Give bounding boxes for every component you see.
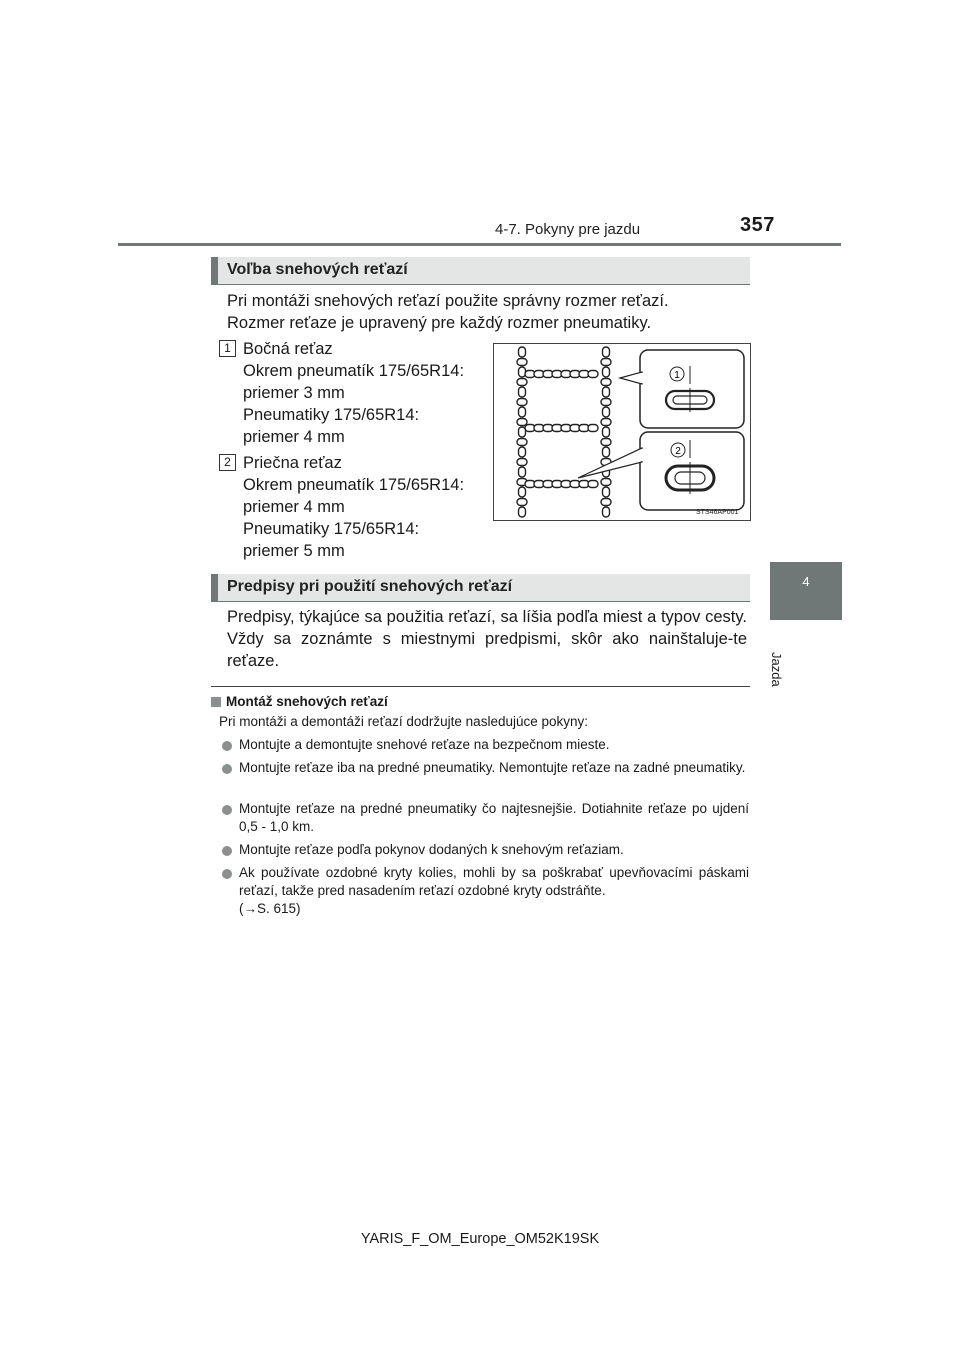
chain-link bbox=[517, 499, 527, 506]
chain-link bbox=[519, 347, 526, 357]
chapter-number: 4 bbox=[802, 574, 810, 589]
figure-callout-2: 2 bbox=[675, 446, 681, 457]
bullet-icon bbox=[222, 764, 232, 774]
section-title: Predpisy pri použití snehových reťazí bbox=[227, 578, 513, 595]
chain-link bbox=[517, 379, 527, 386]
item-name: Bočná reťaz bbox=[243, 340, 333, 358]
chain-link bbox=[588, 425, 598, 432]
chain-link bbox=[519, 367, 526, 377]
chain-link bbox=[601, 359, 611, 366]
page-number: 357 bbox=[740, 214, 775, 236]
section-heading: 4-7. Pokyny pre jazdu bbox=[495, 221, 641, 238]
chain-link bbox=[603, 427, 610, 437]
section-header-chain-selection bbox=[211, 257, 750, 284]
chain-link bbox=[519, 467, 526, 477]
item-line: Pneumatiky 175/65R14: bbox=[243, 406, 420, 424]
item-line: Okrem pneumatík 175/65R14: bbox=[243, 476, 465, 494]
section-header-chain-regulations bbox=[211, 574, 750, 601]
item-name: Priečna reťaz bbox=[243, 454, 342, 472]
chain-link bbox=[517, 359, 527, 366]
chain-link bbox=[519, 447, 526, 457]
chain-link bbox=[517, 399, 527, 406]
snow-chain-figure bbox=[493, 343, 751, 521]
chain-link bbox=[603, 507, 610, 517]
chain-link bbox=[601, 499, 611, 506]
chain-link bbox=[601, 439, 611, 446]
figure-callout-1: 1 bbox=[674, 370, 680, 381]
bullet-icon bbox=[222, 805, 232, 815]
chain-link bbox=[601, 479, 611, 486]
header-divider bbox=[118, 243, 841, 246]
bullet-icon bbox=[222, 846, 232, 856]
figure-code: STS46AP001 bbox=[696, 509, 739, 516]
item-line: priemer 5 mm bbox=[243, 542, 345, 560]
section-header-rule bbox=[211, 284, 750, 285]
note-bullet: Ak používate ozdobné kryty kolies, mohli by sa poškrabať upevňovacími páskami reťazí, takže pred nasadením reťazí ozdobné kryty odstráňte. bbox=[239, 865, 749, 898]
chain-link bbox=[603, 447, 610, 457]
chain-link bbox=[519, 407, 526, 417]
regulations-text: Predpisy, týkajúce sa použitia reťazí, sa líšia podľa miest a typov cesty. Vždy sa zoznámte s miestnymi predpismi, skôr ako nainštaluje-te reťaze. bbox=[227, 608, 747, 670]
chain-link bbox=[603, 387, 610, 397]
item-line: Okrem pneumatík 175/65R14: bbox=[243, 362, 465, 380]
item-badge: 2 bbox=[219, 454, 236, 471]
item-line: Pneumatiky 175/65R14: bbox=[243, 520, 420, 538]
note-intro: Pri montáži a demontáži reťazí dodržujte nasledujúce pokyny: bbox=[219, 714, 589, 729]
chain-link bbox=[517, 419, 527, 426]
document-id: YARIS_F_OM_Europe_OM52K19SK bbox=[360, 1231, 600, 1247]
chain-link bbox=[603, 367, 610, 377]
bullet-icon bbox=[222, 741, 232, 751]
chain-link bbox=[519, 387, 526, 397]
chain-link bbox=[603, 347, 610, 357]
section-header-bar bbox=[211, 257, 218, 284]
note-bullet: Montujte reťaze podľa pokynov dodaných k snehovým reťaziam. bbox=[239, 842, 624, 857]
note-bullet: Montujte reťaze na predné pneumatiky čo najtesnejšie. Dotiahnite reťaze po ujdení 0,5 - 1,0 km. bbox=[239, 801, 749, 834]
chain-link bbox=[603, 407, 610, 417]
note-square-icon bbox=[211, 697, 221, 707]
note-title: Montáž snehových reťazí bbox=[226, 694, 388, 709]
note-bullet: Montujte a demontujte snehové reťaze na bezpečnom mieste. bbox=[239, 737, 610, 752]
chain-link bbox=[588, 481, 598, 488]
note-bullet: Montujte reťaze iba na predné pneumatiky. Nemontujte reťaze na zadné pneumatiky. bbox=[239, 760, 746, 775]
chain-link bbox=[517, 459, 527, 466]
page-reference: (→S. 615) bbox=[239, 901, 301, 916]
chain-link bbox=[603, 487, 610, 497]
section-header-bar bbox=[211, 574, 218, 601]
chain-link bbox=[588, 371, 598, 378]
note-divider bbox=[211, 686, 750, 687]
chain-link bbox=[519, 507, 526, 517]
snow-chain-illustration bbox=[494, 344, 750, 520]
chain-link bbox=[601, 379, 611, 386]
item-line: priemer 4 mm bbox=[243, 428, 345, 446]
item-line: priemer 3 mm bbox=[243, 384, 345, 402]
chain-link bbox=[601, 399, 611, 406]
bullet-icon bbox=[222, 869, 232, 879]
chapter-label: Jazda bbox=[769, 652, 784, 687]
chain-link bbox=[601, 419, 611, 426]
item-line: priemer 4 mm bbox=[243, 498, 345, 516]
item-badge: 1 bbox=[219, 340, 236, 357]
section-title: Voľba snehových reťazí bbox=[227, 261, 408, 278]
chain-link bbox=[519, 487, 526, 497]
item-cross-chain bbox=[243, 452, 483, 562]
item-side-chain bbox=[243, 338, 483, 448]
chapter-tab bbox=[770, 562, 842, 620]
section-intro: Pri montáži snehových reťazí použite správny rozmer reťazí. Rozmer reťaze je upravený pre každý rozmer pneumatiky. bbox=[227, 292, 669, 332]
section-header-rule bbox=[211, 601, 750, 602]
chain-link bbox=[517, 439, 527, 446]
